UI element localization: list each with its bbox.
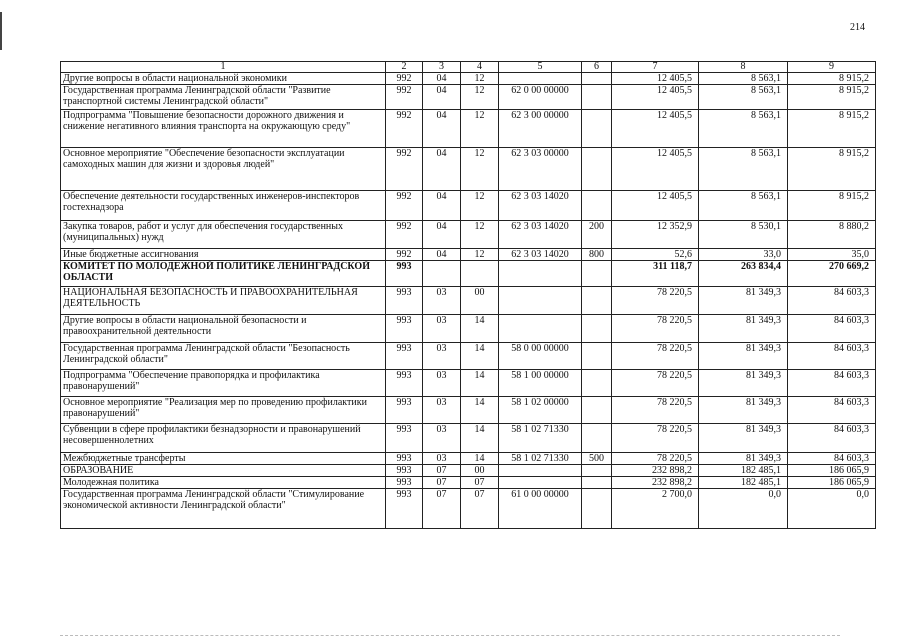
header-cell: 8 (699, 62, 788, 73)
scan-edge-mark (0, 12, 2, 50)
row-name-cell: Подпрограмма "Обеспечение правопорядка и профилактика правонарушений" (61, 370, 386, 397)
row-grbs-cell: 993 (386, 343, 423, 370)
row-expense-type-cell (582, 477, 612, 489)
row-section-cell: 04 (423, 85, 461, 110)
row-grbs-cell: 993 (386, 370, 423, 397)
row-expense-type-cell (582, 424, 612, 453)
row-section-cell: 04 (423, 73, 461, 85)
row-amount-2-cell: 81 349,3 (699, 424, 788, 453)
row-amount-1-cell: 52,6 (612, 249, 699, 261)
row-amount-3-cell: 84 603,3 (788, 343, 876, 370)
row-grbs-cell: 993 (386, 477, 423, 489)
row-subsection-cell: 12 (461, 110, 499, 148)
table-row (61, 315, 876, 343)
row-section-cell: 03 (423, 424, 461, 453)
row-amount-3-cell: 8 915,2 (788, 148, 876, 191)
row-section-cell: 03 (423, 397, 461, 424)
row-section-cell: 04 (423, 148, 461, 191)
row-amount-2-cell: 8 563,1 (699, 73, 788, 85)
row-name-cell: Основное мероприятие "Реализация мер по проведению профилактики правонарушений" (61, 397, 386, 424)
table-row (61, 343, 876, 370)
row-target-article-cell (499, 73, 582, 85)
row-expense-type-cell (582, 73, 612, 85)
row-expense-type-cell (582, 343, 612, 370)
row-amount-3-cell: 8 880,2 (788, 221, 876, 249)
header-cell: 5 (499, 62, 582, 73)
row-expense-type-cell: 500 (582, 453, 612, 465)
row-expense-type-cell (582, 465, 612, 477)
row-name-cell: Государственная программа Ленинградской области "Безопасность Ленинградской области" (61, 343, 386, 370)
row-section-cell: 03 (423, 343, 461, 370)
row-amount-1-cell: 12 405,5 (612, 110, 699, 148)
row-subsection-cell (461, 261, 499, 287)
row-amount-3-cell: 186 065,9 (788, 477, 876, 489)
row-subsection-cell: 14 (461, 370, 499, 397)
row-amount-1-cell: 311 118,7 (612, 261, 699, 287)
row-subsection-cell: 00 (461, 465, 499, 477)
table-row (61, 221, 876, 249)
row-section-cell: 03 (423, 287, 461, 315)
row-amount-2-cell: 81 349,3 (699, 343, 788, 370)
row-grbs-cell: 992 (386, 110, 423, 148)
scan-bottom-noise (60, 632, 840, 636)
row-amount-1-cell: 12 405,5 (612, 73, 699, 85)
row-name-cell: Другие вопросы в области национальной экономики (61, 73, 386, 85)
header-cell: 9 (788, 62, 876, 73)
row-grbs-cell: 993 (386, 453, 423, 465)
row-grbs-cell: 993 (386, 397, 423, 424)
row-amount-2-cell: 8 563,1 (699, 191, 788, 221)
table-row (61, 261, 876, 287)
header-cell: 7 (612, 62, 699, 73)
row-subsection-cell: 14 (461, 315, 499, 343)
row-grbs-cell: 993 (386, 287, 423, 315)
row-subsection-cell: 12 (461, 249, 499, 261)
row-target-article-cell: 62 3 03 14020 (499, 249, 582, 261)
row-target-article-cell: 62 3 00 00000 (499, 110, 582, 148)
row-expense-type-cell (582, 315, 612, 343)
row-expense-type-cell: 200 (582, 221, 612, 249)
row-target-article-cell (499, 477, 582, 489)
header-cell: 6 (582, 62, 612, 73)
row-amount-3-cell: 35,0 (788, 249, 876, 261)
row-amount-3-cell: 84 603,3 (788, 424, 876, 453)
row-amount-1-cell: 232 898,2 (612, 477, 699, 489)
table-row (61, 110, 876, 148)
row-target-article-cell: 62 3 03 14020 (499, 191, 582, 221)
row-subsection-cell: 12 (461, 73, 499, 85)
row-expense-type-cell (582, 110, 612, 148)
row-amount-1-cell: 12 405,5 (612, 148, 699, 191)
row-grbs-cell: 993 (386, 261, 423, 287)
row-amount-3-cell: 84 603,3 (788, 453, 876, 465)
row-section-cell: 03 (423, 315, 461, 343)
table-row (61, 465, 876, 477)
row-amount-1-cell: 78 220,5 (612, 397, 699, 424)
row-expense-type-cell (582, 489, 612, 529)
row-amount-3-cell: 8 915,2 (788, 191, 876, 221)
row-amount-1-cell: 2 700,0 (612, 489, 699, 529)
row-amount-3-cell: 8 915,2 (788, 73, 876, 85)
row-amount-2-cell: 263 834,4 (699, 261, 788, 287)
table-row (61, 287, 876, 315)
row-expense-type-cell (582, 370, 612, 397)
row-grbs-cell: 992 (386, 249, 423, 261)
row-target-article-cell: 58 0 00 00000 (499, 343, 582, 370)
table-row (61, 424, 876, 453)
row-expense-type-cell (582, 148, 612, 191)
row-amount-3-cell: 84 603,3 (788, 397, 876, 424)
row-amount-1-cell: 78 220,5 (612, 315, 699, 343)
row-subsection-cell: 14 (461, 397, 499, 424)
row-grbs-cell: 992 (386, 191, 423, 221)
row-subsection-cell: 14 (461, 453, 499, 465)
row-amount-3-cell: 186 065,9 (788, 465, 876, 477)
row-amount-2-cell: 33,0 (699, 249, 788, 261)
table-row (61, 191, 876, 221)
row-grbs-cell: 992 (386, 221, 423, 249)
row-amount-2-cell: 81 349,3 (699, 287, 788, 315)
row-grbs-cell: 992 (386, 148, 423, 191)
row-name-cell: Молодежная политика (61, 477, 386, 489)
row-grbs-cell: 992 (386, 85, 423, 110)
row-section-cell: 03 (423, 453, 461, 465)
row-expense-type-cell (582, 287, 612, 315)
row-amount-2-cell: 8 563,1 (699, 148, 788, 191)
row-name-cell: Закупка товаров, работ и услуг для обеспечения государственных (муниципальных) нужд (61, 221, 386, 249)
row-section-cell: 07 (423, 477, 461, 489)
row-amount-2-cell: 8 530,1 (699, 221, 788, 249)
row-section-cell: 03 (423, 370, 461, 397)
row-amount-2-cell: 81 349,3 (699, 397, 788, 424)
table-row (61, 453, 876, 465)
row-amount-3-cell: 84 603,3 (788, 370, 876, 397)
row-grbs-cell: 992 (386, 73, 423, 85)
row-amount-2-cell: 182 485,1 (699, 477, 788, 489)
table-row (61, 489, 876, 529)
row-expense-type-cell (582, 261, 612, 287)
table-row (61, 249, 876, 261)
row-amount-3-cell: 0,0 (788, 489, 876, 529)
row-amount-3-cell: 8 915,2 (788, 110, 876, 148)
row-amount-1-cell: 78 220,5 (612, 343, 699, 370)
table-row (61, 477, 876, 489)
row-amount-2-cell: 182 485,1 (699, 465, 788, 477)
row-amount-1-cell: 78 220,5 (612, 453, 699, 465)
row-subsection-cell: 14 (461, 343, 499, 370)
row-amount-2-cell: 81 349,3 (699, 315, 788, 343)
row-amount-2-cell: 81 349,3 (699, 370, 788, 397)
row-target-article-cell (499, 287, 582, 315)
row-target-article-cell: 58 1 02 71330 (499, 424, 582, 453)
row-target-article-cell: 58 1 00 00000 (499, 370, 582, 397)
row-name-cell: Другие вопросы в области национальной безопасности и правоохранительной деятельности (61, 315, 386, 343)
row-amount-1-cell: 78 220,5 (612, 370, 699, 397)
row-amount-1-cell: 232 898,2 (612, 465, 699, 477)
row-name-cell: Государственная программа Ленинградской области "Стимулирование экономической активности Ленинградской области" (61, 489, 386, 529)
row-subsection-cell: 07 (461, 477, 499, 489)
row-target-article-cell: 58 1 02 00000 (499, 397, 582, 424)
row-section-cell: 07 (423, 489, 461, 529)
row-amount-2-cell: 8 563,1 (699, 85, 788, 110)
table-row (61, 148, 876, 191)
row-target-article-cell: 62 3 03 14020 (499, 221, 582, 249)
header-cell: 3 (423, 62, 461, 73)
row-amount-3-cell: 84 603,3 (788, 315, 876, 343)
row-amount-1-cell: 12 405,5 (612, 191, 699, 221)
row-name-cell: НАЦИОНАЛЬНАЯ БЕЗОПАСНОСТЬ И ПРАВООХРАНИТЕЛЬНАЯ ДЕЯТЕЛЬНОСТЬ (61, 287, 386, 315)
row-subsection-cell: 12 (461, 148, 499, 191)
row-name-cell: Межбюджетные трансферты (61, 453, 386, 465)
header-cell: 4 (461, 62, 499, 73)
row-grbs-cell: 993 (386, 424, 423, 453)
row-section-cell: 07 (423, 465, 461, 477)
row-amount-2-cell: 0,0 (699, 489, 788, 529)
row-amount-2-cell: 81 349,3 (699, 453, 788, 465)
row-amount-2-cell: 8 563,1 (699, 110, 788, 148)
table-header-row (61, 62, 876, 73)
table-row (61, 85, 876, 110)
row-subsection-cell: 12 (461, 191, 499, 221)
header-cell: 1 (61, 62, 386, 73)
row-amount-1-cell: 12 405,5 (612, 85, 699, 110)
row-amount-1-cell: 78 220,5 (612, 287, 699, 315)
row-target-article-cell: 58 1 02 71330 (499, 453, 582, 465)
row-section-cell: 04 (423, 249, 461, 261)
table-body (61, 62, 876, 529)
row-amount-1-cell: 78 220,5 (612, 424, 699, 453)
row-name-cell: КОМИТЕТ ПО МОЛОДЕЖНОЙ ПОЛИТИКЕ ЛЕНИНГРАДСКОЙ ОБЛАСТИ (61, 261, 386, 287)
budget-table (60, 61, 876, 529)
row-name-cell: Обеспечение деятельности государственных инженеров-инспекторов гостехнадзора (61, 191, 386, 221)
page-number: 214 (850, 22, 865, 33)
row-name-cell: Субвенции в сфере профилактики безнадзорности и правонарушений несовершеннолетних (61, 424, 386, 453)
row-amount-3-cell: 270 669,2 (788, 261, 876, 287)
table-row (61, 370, 876, 397)
row-subsection-cell: 00 (461, 287, 499, 315)
table-row (61, 397, 876, 424)
row-expense-type-cell (582, 85, 612, 110)
row-expense-type-cell (582, 397, 612, 424)
row-section-cell: 04 (423, 191, 461, 221)
row-amount-3-cell: 8 915,2 (788, 85, 876, 110)
row-amount-1-cell: 12 352,9 (612, 221, 699, 249)
row-grbs-cell: 993 (386, 489, 423, 529)
row-expense-type-cell (582, 191, 612, 221)
row-subsection-cell: 07 (461, 489, 499, 529)
row-target-article-cell: 61 0 00 00000 (499, 489, 582, 529)
row-name-cell: ОБРАЗОВАНИЕ (61, 465, 386, 477)
row-grbs-cell: 993 (386, 465, 423, 477)
row-target-article-cell (499, 465, 582, 477)
row-section-cell: 04 (423, 221, 461, 249)
row-amount-3-cell: 84 603,3 (788, 287, 876, 315)
row-name-cell: Иные бюджетные ассигнования (61, 249, 386, 261)
row-target-article-cell: 62 3 03 00000 (499, 148, 582, 191)
row-target-article-cell (499, 261, 582, 287)
row-expense-type-cell: 800 (582, 249, 612, 261)
row-name-cell: Подпрограмма "Повышение безопасности дорожного движения и снижение негативного влияния транспорта на окружающую среду" (61, 110, 386, 148)
row-target-article-cell: 62 0 00 00000 (499, 85, 582, 110)
row-subsection-cell: 14 (461, 424, 499, 453)
header-cell: 2 (386, 62, 423, 73)
row-grbs-cell: 993 (386, 315, 423, 343)
row-name-cell: Основное мероприятие "Обеспечение безопасности эксплуатации самоходных машин для жизни и здоровья людей" (61, 148, 386, 191)
row-name-cell: Государственная программа Ленинградской области "Развитие транспортной системы Ленинградской области" (61, 85, 386, 110)
row-section-cell (423, 261, 461, 287)
row-subsection-cell: 12 (461, 85, 499, 110)
table-row (61, 73, 876, 85)
row-section-cell: 04 (423, 110, 461, 148)
row-target-article-cell (499, 315, 582, 343)
row-subsection-cell: 12 (461, 221, 499, 249)
